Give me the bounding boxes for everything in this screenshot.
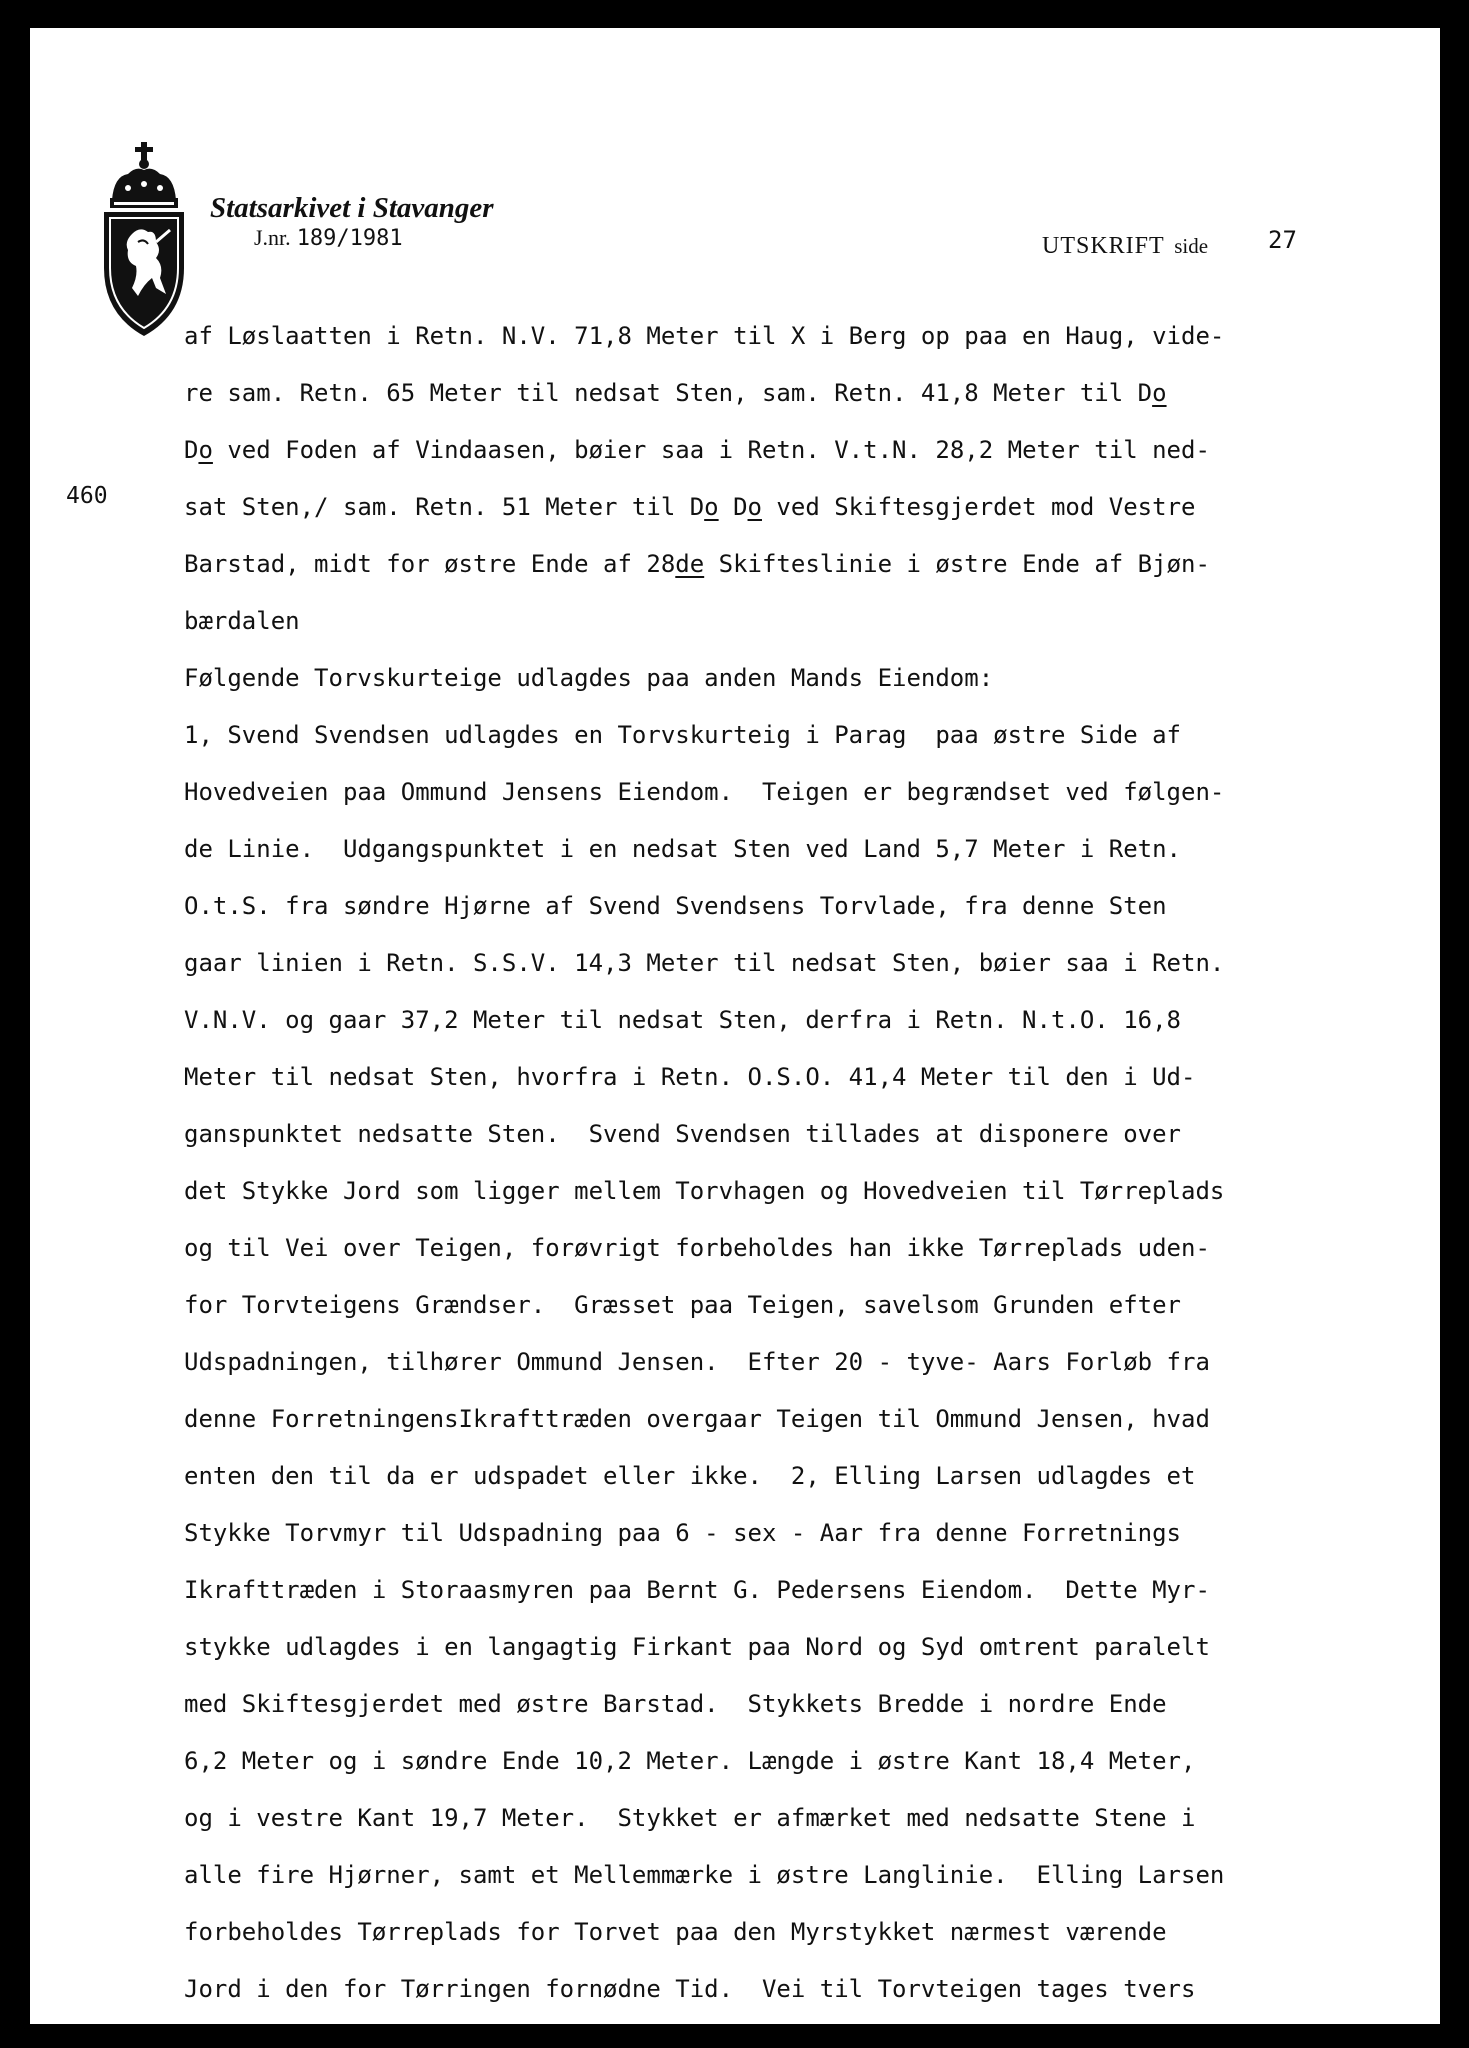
text-line: de Linie. Udgangspunktet i en nedsat Sten ved Land 5,7 Meter i Retn.	[184, 835, 1181, 863]
text-line: stykke udlagdes i en langagtig Firkant paa Nord og Syd omtrent paralelt	[184, 1633, 1210, 1661]
text-line: Meter til nedsat Sten, hvorfra i Retn. O.S.O. 41,4 Meter til den i Ud-	[184, 1063, 1196, 1091]
archive-name: Statsarkivet i Stavanger	[210, 192, 494, 224]
text-line: forbeholdes Tørreplads for Torvet paa den Myrstykket nærmest værende	[184, 1918, 1167, 1946]
text-line: sat Sten,/ sam. Retn. 51 Meter til Do Do ved Skiftesgjerdet mod Vestre	[184, 493, 1196, 521]
utskrift-heading	[1042, 233, 1208, 260]
document-page	[30, 28, 1440, 2024]
text-line: Hovedveien paa Ommund Jensens Eiendom. Teigen er begrændset ved følgen-	[184, 778, 1225, 806]
document-body	[184, 308, 1434, 2018]
text-line: bærdalen	[184, 607, 300, 635]
text-line: enten den til da er udspadet eller ikke. 2, Elling Larsen udlagdes et	[184, 1462, 1196, 1490]
coat-of-arms-icon	[98, 138, 190, 338]
jnr-label: J.nr.	[254, 225, 291, 250]
text-line: Do ved Foden af Vindaasen, bøier saa i Retn. V.t.N. 28,2 Meter til ned-	[184, 436, 1210, 464]
text-line: O.t.S. fra søndre Hjørne af Svend Svendsens Torvlade, fra denne Sten	[184, 892, 1167, 920]
superscript-abbrev: o	[704, 493, 719, 521]
text-line: 6,2 Meter og i søndre Ende 10,2 Meter. Længde i østre Kant 18,4 Meter,	[184, 1747, 1196, 1775]
jnr-number: 189/1981	[296, 226, 403, 251]
superscript-abbrev: o	[747, 493, 762, 521]
side-label: side	[1174, 234, 1209, 258]
journal-number	[254, 225, 403, 251]
text-line: med Skiftesgjerdet med østre Barstad. Stykkets Bredde i nordre Ende	[184, 1690, 1167, 1718]
text-line: Jord i den for Tørringen fornødne Tid. Vei til Torvteigen tages tvers	[184, 1975, 1196, 2003]
text-line: Følgende Torvskurteige udlagdes paa anden Mands Eiendom:	[184, 664, 994, 692]
text-line: ganspunktet nedsatte Sten. Svend Svendsen tillades at disponere over	[184, 1120, 1181, 1148]
text-line: Stykke Torvmyr til Udspadning paa 6 - sex - Aar fra denne Forretnings	[184, 1519, 1181, 1547]
superscript-abbrev: o	[1152, 379, 1167, 407]
text-line: Ikrafttræden i Storaasmyren paa Bernt G. Pedersens Eiendom. Dette Myr-	[184, 1576, 1210, 1604]
utskrift-label: UTSKRIFT	[1042, 233, 1165, 259]
text-line: og i vestre Kant 19,7 Meter. Stykket er afmærket med nedsatte Stene i	[184, 1804, 1196, 1832]
superscript-abbrev: o	[198, 436, 213, 464]
margin-note: 460	[66, 483, 108, 509]
text-line: V.N.V. og gaar 37,2 Meter til nedsat Sten, derfra i Retn. N.t.O. 16,8	[184, 1006, 1181, 1034]
text-line: 1, Svend Svendsen udlagdes en Torvskurteig i Parag paa østre Side af	[184, 721, 1181, 749]
text-line: Udspadningen, tilhører Ommund Jensen. Efter 20 - tyve- Aars Forløb fra	[184, 1348, 1210, 1376]
text-line: det Stykke Jord som ligger mellem Torvhagen og Hovedveien til Tørreplads	[184, 1177, 1225, 1205]
text-line: og til Vei over Teigen, forøvrigt forbeholdes han ikke Tørreplads uden-	[184, 1234, 1210, 1262]
text-line: for Torvteigens Grændser. Græsset paa Teigen, savelsom Grunden efter	[184, 1291, 1181, 1319]
text-line: alle fire Hjørner, samt et Mellemmærke i østre Langlinie. Elling Larsen	[184, 1861, 1225, 1889]
superscript-abbrev: de	[675, 550, 705, 578]
text-line: af Løslaatten i Retn. N.V. 71,8 Meter til X i Berg op paa en Haug, vide-	[184, 322, 1225, 350]
text-line: re sam. Retn. 65 Meter til nedsat Sten, sam. Retn. 41,8 Meter til Do	[184, 379, 1167, 407]
text-line: Barstad, midt for østre Ende af 28de Skifteslinie i østre Ende af Bjøn-	[184, 550, 1210, 578]
text-line: denne ForretningensIkrafttræden overgaar Teigen til Ommund Jensen, hvad	[184, 1405, 1210, 1433]
text-line: gaar linien i Retn. S.S.V. 14,3 Meter til nedsat Sten, bøier saa i Retn.	[184, 949, 1225, 977]
page-number: 27	[1268, 226, 1297, 254]
